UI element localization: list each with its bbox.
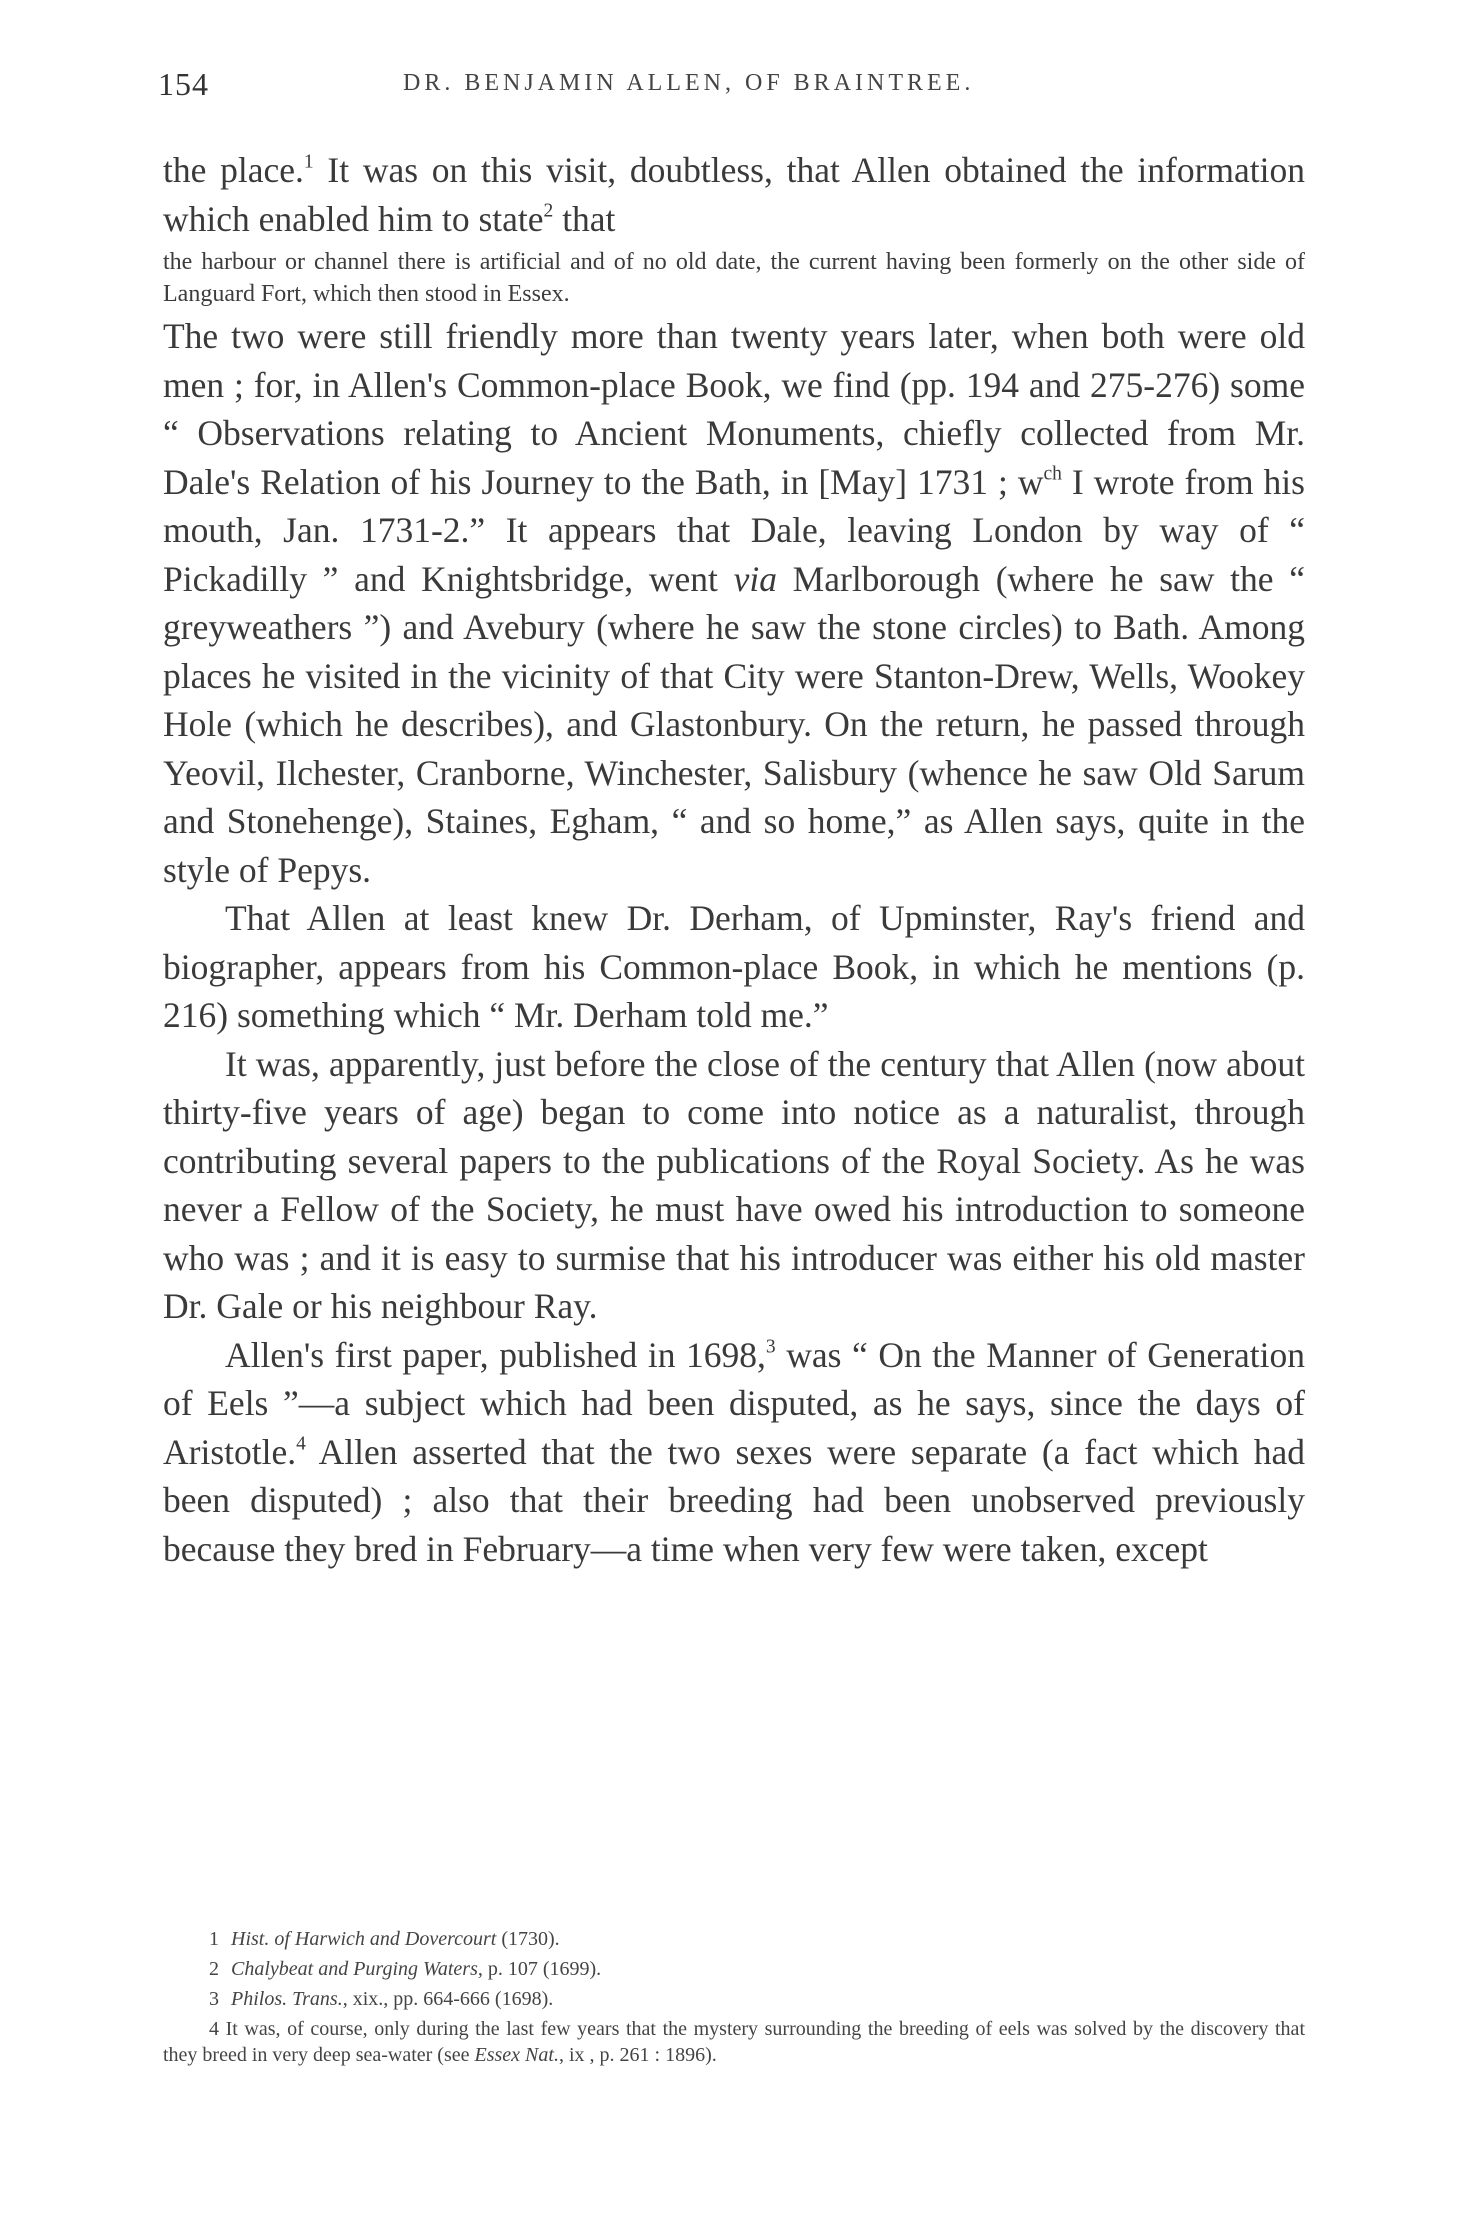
- paragraph-2: [163, 312, 1305, 894]
- footnote-title: Chalybeat and Purging Waters: [231, 1958, 478, 1980]
- footnote-4: [163, 2016, 1305, 2068]
- text-segment: was “ On the Manner of Generation of Eels ”—a subject which had been disputed, as he says, since the days of Aristotle.: [163, 1334, 1305, 1472]
- footnote-ref-4: 4: [296, 1432, 306, 1454]
- paragraph-1: [163, 146, 1305, 243]
- footnote-text: , p. 107 (1699).: [477, 1958, 602, 1980]
- page-number: 154: [158, 66, 209, 102]
- footnote-number: 4: [209, 2018, 219, 2040]
- footnote-number: 2: [209, 1958, 219, 1980]
- block-quote: the harbour or channel there is artificial and of no old date, the current having been formerly on the other side of Languard Fort, which then stood in Essex.: [163, 249, 1305, 307]
- main-text: [163, 146, 1305, 1573]
- text-segment: Allen's first paper, published in 1698,: [225, 1334, 766, 1375]
- text-segment: the place.: [163, 150, 304, 190]
- footnote-title: Essex Nat.: [474, 2044, 559, 2066]
- text-segment: Marlborough (where he saw the “ greyweathers ”) and Avebury (where he saw the stone circles) to Bath. Among places he visited in the vicinity of that City were Stanton-Drew, Wells, Wookey Hole (which he describes), and Glastonbury. On the return, he passed through Yeovil, Ilchester, Cranborne, Winchester, Salisbury (whence he saw Old Sarum and Stonehenge), Staines, Egham, “ and so home,” as Allen says, quite in the style of Pepys.: [163, 558, 1305, 890]
- text-segment: I wrote from his mouth, Jan. 1731-2.” It appears that Dale, leaving London by way of “ Pickadilly ” and Knightsbridge, went: [163, 461, 1305, 599]
- footnote-ref-3: 3: [765, 1335, 776, 1357]
- text-segment: Allen asserted that the two sexes were separate (a fact which had been disputed) ; also that their breeding had been unobserved previously because they bred in February—a time when very few were taken, except: [163, 1431, 1305, 1569]
- paragraph-5: [163, 1331, 1305, 1574]
- footnote-2: [163, 1956, 1305, 1982]
- footnotes: [163, 1926, 1305, 2072]
- running-title: DR. BENJAMIN ALLEN, OF BRAINTREE.: [403, 70, 975, 96]
- footnote-title: Philos. Trans.: [231, 1988, 343, 2010]
- page-header: [158, 66, 1308, 106]
- superscript-ch: ch: [1043, 462, 1062, 484]
- footnote-number: 1: [209, 1928, 219, 1950]
- text-segment: that: [553, 198, 616, 239]
- footnote-3: [163, 1986, 1305, 2012]
- footnote-text: , ix , p. 261 : 1896).: [558, 2044, 717, 2066]
- footnote-title: Hist. of Harwich and Dovercourt: [231, 1928, 497, 1950]
- footnote-1: [163, 1926, 1305, 1952]
- footnote-ref-1: 1: [303, 151, 314, 173]
- italic-via: via: [733, 558, 777, 599]
- text-segment: The two were still friendly more than twenty years later, when both were old men ; for, in Allen's Common-place Book, we find (pp. 194 and 275-276) some “ Observations relating to Ancient Monuments, chiefly collected from Mr. Dale's Relation of his Journey to the Bath, in [May] 1731 ; w: [163, 316, 1305, 502]
- footnote-ref-2: 2: [543, 199, 554, 221]
- footnote-number: 3: [209, 1988, 219, 2010]
- paragraph-4: It was, apparently, just before the close of the century that Allen (now about thirty-five years of age) began to come into notice as a naturalist, through contributing several papers to the publications of the Royal Society. As he was never a Fellow of the Society, he must have owed his introduction to someone who was ; and it is easy to surmise that his introducer was either his old master Dr. Gale or his neighbour Ray.: [163, 1043, 1305, 1326]
- footnote-text: (1730).: [496, 1928, 560, 1950]
- footnote-text: , xix., pp. 664-666 (1698).: [342, 1988, 554, 2010]
- text-segment: It was on this visit, doubtless, that Allen obtained the information which enabled him to state: [163, 150, 1305, 239]
- footnote-text: It was, of course, only during the last few years that the mystery surrounding the breeding of eels was solved by the discovery that they breed in very deep sea-water (see: [163, 2018, 1305, 2066]
- paragraph-3: That Allen at least knew Dr. Derham, of Upminster, Ray's friend and biographer, appears from his Common-place Book, in which he mentions (p. 216) something which “ Mr. Derham told me.”: [163, 898, 1305, 1035]
